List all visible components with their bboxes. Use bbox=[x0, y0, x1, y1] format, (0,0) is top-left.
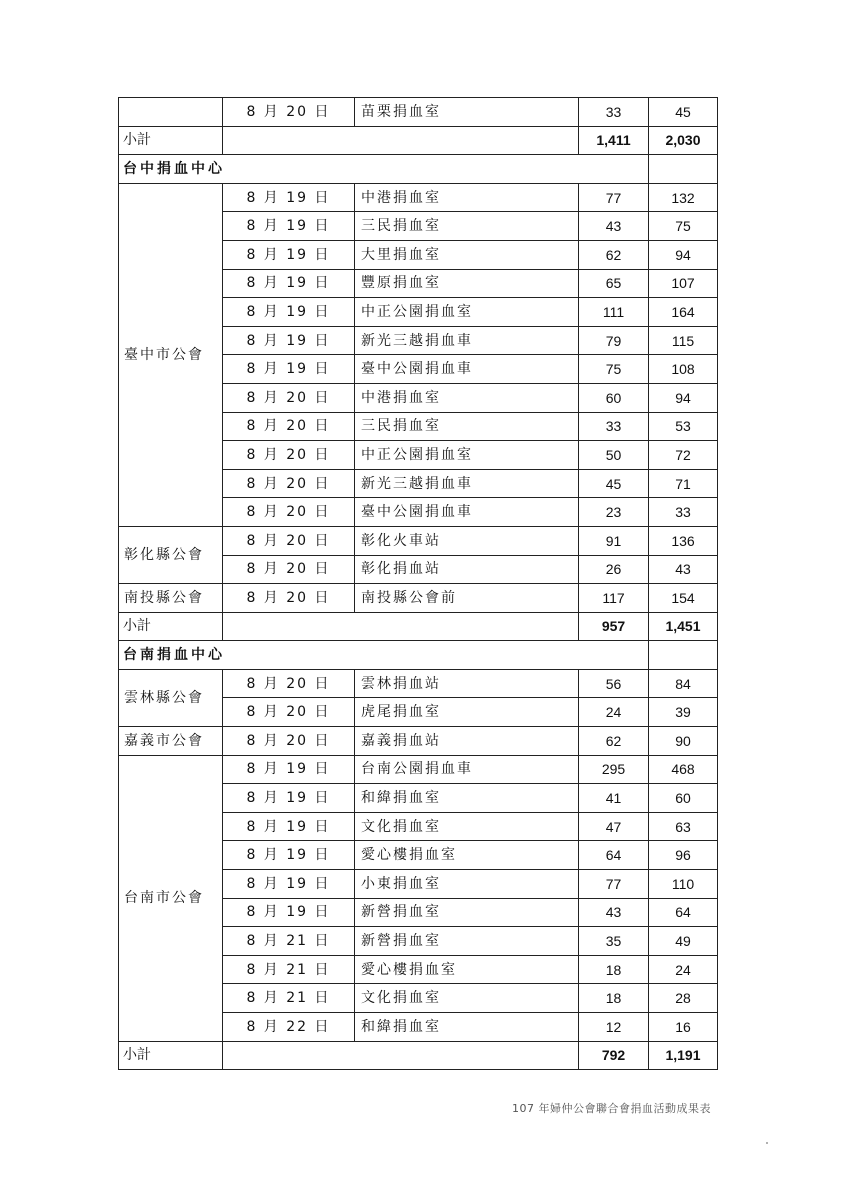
subtotal-row bbox=[119, 1041, 718, 1070]
count-a-cell: 117 bbox=[579, 584, 649, 613]
count-a-cell: 75 bbox=[579, 355, 649, 384]
table-row bbox=[119, 98, 718, 127]
table-row bbox=[119, 669, 718, 698]
count-b-cell: 71 bbox=[649, 469, 718, 498]
count-b-cell: 136 bbox=[649, 526, 718, 555]
count-b-cell: 49 bbox=[649, 927, 718, 956]
table-row bbox=[119, 584, 718, 613]
subtotal-b: 2,030 bbox=[649, 126, 718, 155]
site-cell: 中港捐血室 bbox=[355, 383, 579, 412]
count-a-cell: 60 bbox=[579, 383, 649, 412]
date-cell: 8 月 21 日 bbox=[223, 984, 355, 1013]
count-a-cell: 23 bbox=[579, 498, 649, 527]
date-cell: 8 月 19 日 bbox=[223, 898, 355, 927]
count-a-cell: 12 bbox=[579, 1013, 649, 1042]
site-cell: 和緯捐血室 bbox=[355, 784, 579, 813]
count-b-cell: 108 bbox=[649, 355, 718, 384]
count-a-cell: 26 bbox=[579, 555, 649, 584]
site-cell: 三民捐血室 bbox=[355, 212, 579, 241]
count-b-cell: 107 bbox=[649, 269, 718, 298]
count-b-cell: 72 bbox=[649, 441, 718, 470]
count-a-cell: 33 bbox=[579, 98, 649, 127]
date-cell: 8 月 20 日 bbox=[223, 526, 355, 555]
count-a-cell: 91 bbox=[579, 526, 649, 555]
footer-caption: 107 年婦仲公會聯合會捐血活動成果表 bbox=[512, 1102, 711, 1115]
date-cell: 8 月 20 日 bbox=[223, 412, 355, 441]
union-name-cell: 彰化縣公會 bbox=[119, 526, 223, 583]
date-cell: 8 月 20 日 bbox=[223, 698, 355, 727]
subtotal-a: 1,411 bbox=[579, 126, 649, 155]
date-cell: 8 月 19 日 bbox=[223, 784, 355, 813]
count-a-cell: 62 bbox=[579, 240, 649, 269]
date-cell: 8 月 20 日 bbox=[223, 584, 355, 613]
site-cell: 文化捐血室 bbox=[355, 812, 579, 841]
count-a-cell: 64 bbox=[579, 841, 649, 870]
date-cell: 8 月 20 日 bbox=[223, 727, 355, 756]
site-cell: 嘉義捐血站 bbox=[355, 727, 579, 756]
date-cell: 8 月 20 日 bbox=[223, 555, 355, 584]
blood-center-name: 台南捐血中心 bbox=[119, 641, 649, 670]
count-a-cell: 56 bbox=[579, 669, 649, 698]
date-cell: 8 月 21 日 bbox=[223, 955, 355, 984]
site-cell: 豐原捐血室 bbox=[355, 269, 579, 298]
date-cell: 8 月 19 日 bbox=[223, 355, 355, 384]
count-b-cell: 110 bbox=[649, 870, 718, 899]
date-cell: 8 月 19 日 bbox=[223, 240, 355, 269]
count-a-cell: 65 bbox=[579, 269, 649, 298]
donation-results-table bbox=[118, 97, 718, 1070]
count-b-cell: 63 bbox=[649, 812, 718, 841]
site-cell: 新光三越捐血車 bbox=[355, 326, 579, 355]
site-cell: 中正公園捐血室 bbox=[355, 441, 579, 470]
date-cell: 8 月 20 日 bbox=[223, 469, 355, 498]
count-b-cell: 60 bbox=[649, 784, 718, 813]
subtotal-b: 1,191 bbox=[649, 1041, 718, 1070]
count-b-cell: 468 bbox=[649, 755, 718, 784]
subtotal-a: 792 bbox=[579, 1041, 649, 1070]
table-row bbox=[119, 755, 718, 784]
date-cell: 8 月 19 日 bbox=[223, 812, 355, 841]
subtotal-label: 小計 bbox=[119, 612, 223, 641]
date-cell: 8 月 20 日 bbox=[223, 498, 355, 527]
union-name-cell: 台南市公會 bbox=[119, 755, 223, 1041]
site-cell: 臺中公園捐血車 bbox=[355, 355, 579, 384]
table-row bbox=[119, 526, 718, 555]
union-name-cell: 嘉義市公會 bbox=[119, 727, 223, 756]
table-row bbox=[119, 727, 718, 756]
count-b-cell: 132 bbox=[649, 183, 718, 212]
empty-cell bbox=[223, 612, 579, 641]
date-cell: 8 月 19 日 bbox=[223, 755, 355, 784]
table-row bbox=[119, 183, 718, 212]
count-a-cell: 24 bbox=[579, 698, 649, 727]
subtotal-label: 小計 bbox=[119, 1041, 223, 1070]
site-cell: 和緯捐血室 bbox=[355, 1013, 579, 1042]
count-b-cell: 164 bbox=[649, 298, 718, 327]
site-cell: 新營捐血室 bbox=[355, 927, 579, 956]
date-cell: 8 月 19 日 bbox=[223, 326, 355, 355]
subtotal-label: 小計 bbox=[119, 126, 223, 155]
center-header-row bbox=[119, 155, 718, 184]
date-cell: 8 月 19 日 bbox=[223, 298, 355, 327]
site-cell: 文化捐血室 bbox=[355, 984, 579, 1013]
date-cell: 8 月 20 日 bbox=[223, 383, 355, 412]
count-b-cell: 90 bbox=[649, 727, 718, 756]
site-cell: 苗栗捐血室 bbox=[355, 98, 579, 127]
count-b-cell: 43 bbox=[649, 555, 718, 584]
empty-cell bbox=[649, 155, 718, 184]
date-cell: 8 月 20 日 bbox=[223, 669, 355, 698]
count-b-cell: 45 bbox=[649, 98, 718, 127]
count-a-cell: 18 bbox=[579, 984, 649, 1013]
date-cell: 8 月 20 日 bbox=[223, 98, 355, 127]
count-b-cell: 53 bbox=[649, 412, 718, 441]
date-cell: 8 月 19 日 bbox=[223, 212, 355, 241]
count-b-cell: 24 bbox=[649, 955, 718, 984]
count-b-cell: 94 bbox=[649, 240, 718, 269]
date-cell: 8 月 19 日 bbox=[223, 269, 355, 298]
site-cell: 新營捐血室 bbox=[355, 898, 579, 927]
site-cell: 台南公園捐血車 bbox=[355, 755, 579, 784]
site-cell: 愛心樓捐血室 bbox=[355, 841, 579, 870]
count-a-cell: 41 bbox=[579, 784, 649, 813]
count-a-cell: 111 bbox=[579, 298, 649, 327]
site-cell: 臺中公園捐血車 bbox=[355, 498, 579, 527]
union-name-cell bbox=[119, 98, 223, 127]
count-b-cell: 33 bbox=[649, 498, 718, 527]
subtotal-b: 1,451 bbox=[649, 612, 718, 641]
site-cell: 南投縣公會前 bbox=[355, 584, 579, 613]
union-name-cell: 臺中市公會 bbox=[119, 183, 223, 526]
site-cell: 彰化火車站 bbox=[355, 526, 579, 555]
empty-cell bbox=[649, 641, 718, 670]
center-header-row bbox=[119, 641, 718, 670]
subtotal-row bbox=[119, 126, 718, 155]
blood-center-name: 台中捐血中心 bbox=[119, 155, 649, 184]
subtotal-row bbox=[119, 612, 718, 641]
count-a-cell: 35 bbox=[579, 927, 649, 956]
count-a-cell: 77 bbox=[579, 870, 649, 899]
subtotal-a: 957 bbox=[579, 612, 649, 641]
count-b-cell: 96 bbox=[649, 841, 718, 870]
count-a-cell: 33 bbox=[579, 412, 649, 441]
count-a-cell: 47 bbox=[579, 812, 649, 841]
date-cell: 8 月 21 日 bbox=[223, 927, 355, 956]
site-cell: 小東捐血室 bbox=[355, 870, 579, 899]
count-a-cell: 295 bbox=[579, 755, 649, 784]
date-cell: 8 月 19 日 bbox=[223, 183, 355, 212]
count-b-cell: 115 bbox=[649, 326, 718, 355]
scan-speck bbox=[766, 1142, 768, 1144]
date-cell: 8 月 19 日 bbox=[223, 870, 355, 899]
empty-cell bbox=[223, 126, 579, 155]
count-a-cell: 43 bbox=[579, 212, 649, 241]
count-a-cell: 45 bbox=[579, 469, 649, 498]
site-cell: 大里捐血室 bbox=[355, 240, 579, 269]
date-cell: 8 月 20 日 bbox=[223, 441, 355, 470]
count-b-cell: 64 bbox=[649, 898, 718, 927]
union-name-cell: 南投縣公會 bbox=[119, 584, 223, 613]
count-a-cell: 62 bbox=[579, 727, 649, 756]
site-cell: 虎尾捐血室 bbox=[355, 698, 579, 727]
empty-cell bbox=[223, 1041, 579, 1070]
count-a-cell: 43 bbox=[579, 898, 649, 927]
site-cell: 愛心樓捐血室 bbox=[355, 955, 579, 984]
count-a-cell: 77 bbox=[579, 183, 649, 212]
count-b-cell: 84 bbox=[649, 669, 718, 698]
site-cell: 三民捐血室 bbox=[355, 412, 579, 441]
count-b-cell: 28 bbox=[649, 984, 718, 1013]
count-b-cell: 16 bbox=[649, 1013, 718, 1042]
site-cell: 雲林捐血站 bbox=[355, 669, 579, 698]
count-a-cell: 79 bbox=[579, 326, 649, 355]
count-b-cell: 94 bbox=[649, 383, 718, 412]
date-cell: 8 月 22 日 bbox=[223, 1013, 355, 1042]
count-a-cell: 18 bbox=[579, 955, 649, 984]
site-cell: 新光三越捐血車 bbox=[355, 469, 579, 498]
count-b-cell: 75 bbox=[649, 212, 718, 241]
count-b-cell: 154 bbox=[649, 584, 718, 613]
date-cell: 8 月 19 日 bbox=[223, 841, 355, 870]
count-b-cell: 39 bbox=[649, 698, 718, 727]
site-cell: 彰化捐血站 bbox=[355, 555, 579, 584]
count-a-cell: 50 bbox=[579, 441, 649, 470]
site-cell: 中正公園捐血室 bbox=[355, 298, 579, 327]
site-cell: 中港捐血室 bbox=[355, 183, 579, 212]
union-name-cell: 雲林縣公會 bbox=[119, 669, 223, 726]
